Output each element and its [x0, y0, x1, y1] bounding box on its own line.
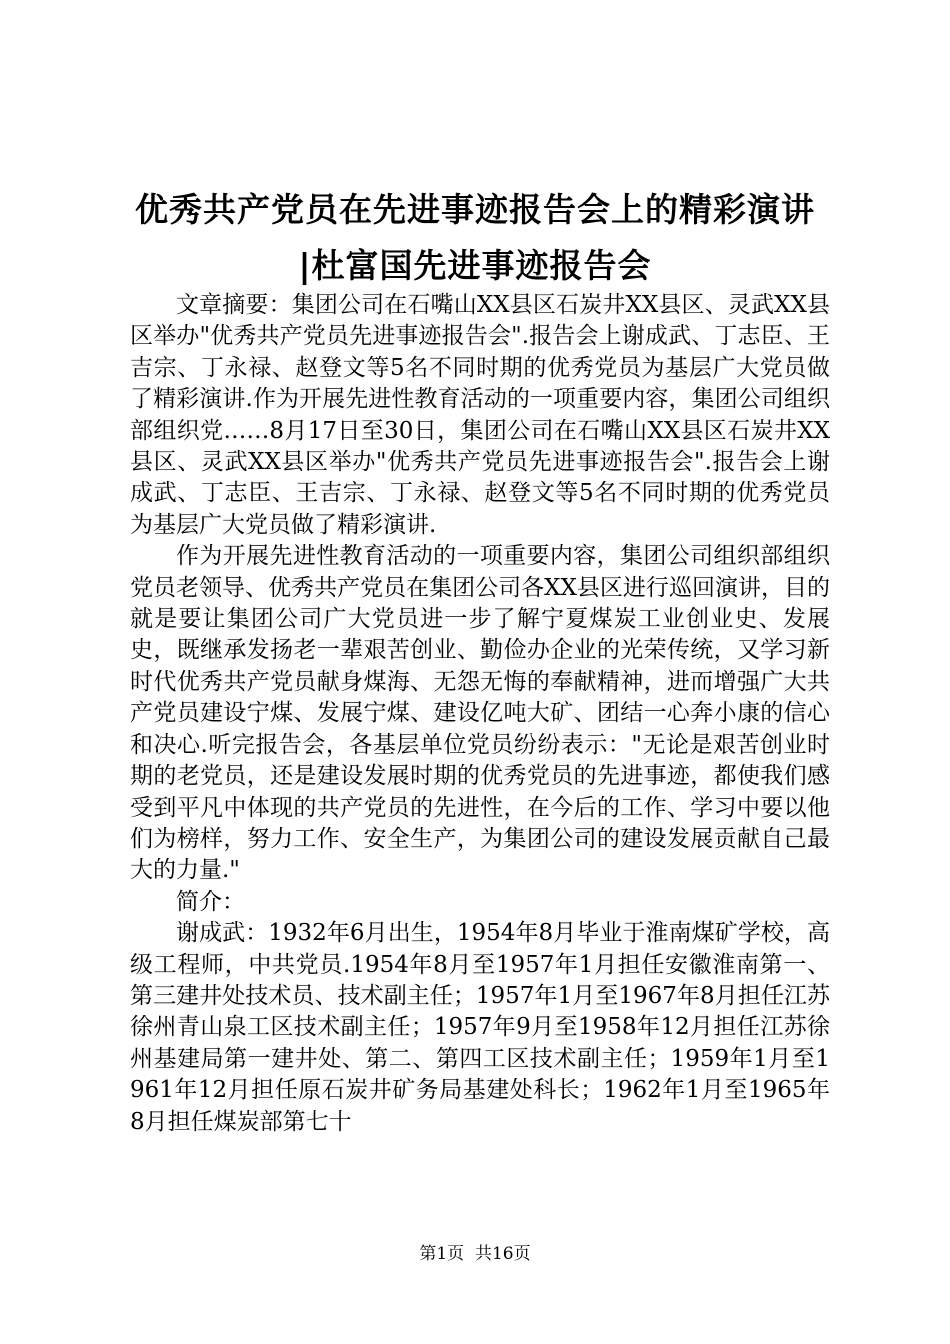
document-title-line-2: |杜富国先进事迹报告会	[298, 246, 652, 285]
document-title-line-1: 优秀共产党员在先进事迹报告会上的精彩演讲	[135, 190, 815, 229]
paragraph-biography: 谢成武：1932年6月出生，1954年8月毕业于淮南煤矿学校，高级工程师，中共党员.1954年8月至1957年1月担任安徽淮南第一、第三建井处技术员、技术副主任；1957年1月至1967年8月担任江苏徐州青山泉工区技术副主任；1957年9月至1958年12月担任江苏徐州基建局第一建井处、第二、第四工区技术副主任；1959年1月至1961年12月担任原石炭井矿务局基建处科长；1962年1月至1965年8月担任煤炭部第七十	[130, 920, 830, 1135]
paragraph-intro-heading: 简介：	[176, 888, 245, 915]
page-footer: 第1页 共16页	[419, 1244, 531, 1264]
paragraph-purpose: 作为开展先进性教育活动的一项重要内容，集团公司组织部组织党员老领导、优秀共产党员在集团公司各XX县区进行巡回演讲，目的就是要让集团公司广大党员进一步了解宁夏煤炭工业创业史、发展史，既继承发扬老一辈艰苦创业、勤俭办企业的光荣传统，又学习新时代优秀共产党员献身煤海、无怨无悔的奉献精神，进而增强广大共产党员建设宁煤、发展宁煤、建设亿吨大矿、团结一心奔小康的信心和决心.听完报告会，各基层单位党员纷纷表示："无论是艰苦创业时期的老党员，还是建设发展时期的优秀党员的先进事迹，都使我们感受到平凡中体现的共产党员的先进性，在今后的工作、学习中要以他们为榜样，努力工作、安全生产，为集团公司的建设发展贡献自己最大的力量."	[130, 543, 830, 884]
paragraph-abstract: 文章摘要：集团公司在石嘴山XX县区石炭井XX县区、灵武XX县区举办"优秀共产党员先进事迹报告会".报告会上谢成武、丁志臣、王吉宗、丁永禄、赵登文等5名不同时期的优秀党员为基层广大党员做了精彩演讲.作为开展先进性教育活动的一项重要内容，集团公司组织部组织党……8月17日至30日，集团公司在石嘴山XX县区石炭井XX县区、灵武XX县区举办"优秀共产党员先进事迹报告会".报告会上谢成武、丁志臣、王吉宗、丁永禄、赵登文等5名不同时期的优秀党员为基层广大党员做了精彩演讲.	[130, 292, 830, 538]
document-body	[130, 290, 830, 1138]
